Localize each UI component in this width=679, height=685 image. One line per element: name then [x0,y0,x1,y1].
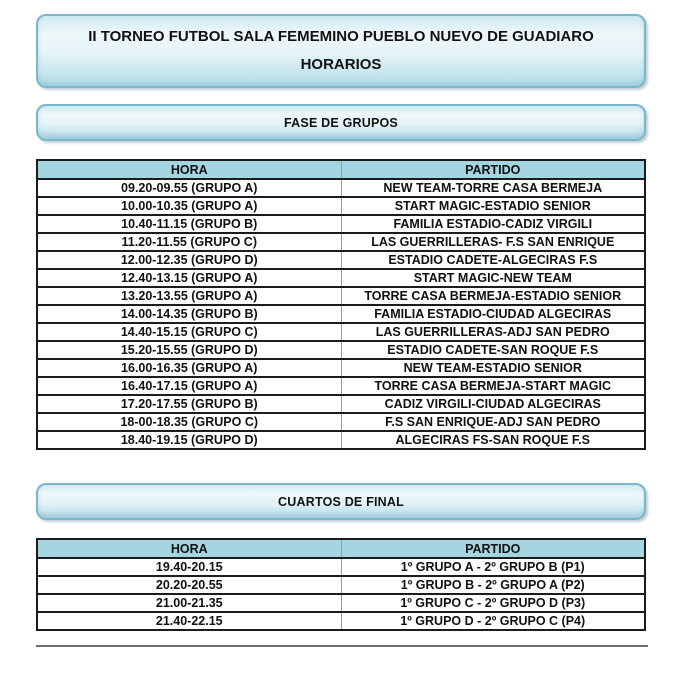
table-row [37,413,645,431]
table-row [37,341,645,359]
table-cell: 13.20-13.55 (GRUPO A) [37,287,341,305]
table-cell: 12.40-13.15 (GRUPO A) [37,269,341,287]
table-body [37,558,645,630]
table-cell: NEW TEAM-ESTADIO SENIOR [341,359,645,377]
column-header-hora: HORA [37,539,341,558]
table-cell: FAMILIA ESTADIO-CADIZ VIRGILI [341,215,645,233]
table-cell: 21.40-22.15 [37,612,341,630]
table-cell: ALGECIRAS FS-SAN ROQUE F.S [341,431,645,449]
table-row [37,558,645,576]
table-cell: 17.20-17.55 (GRUPO B) [37,395,341,413]
column-header-partido: PARTIDO [341,539,645,558]
table-cell: 1º GRUPO A - 2º GRUPO B (P1) [341,558,645,576]
column-header-hora: HORA [37,160,341,179]
table-cell: 21.00-21.35 [37,594,341,612]
table-row [37,612,645,630]
table-row [37,215,645,233]
title-banner [36,14,646,88]
table-row [37,576,645,594]
table-cell: START MAGIC-ESTADIO SENIOR [341,197,645,215]
section-banner-label: FASE DE GRUPOS [284,115,398,130]
table-cell: START MAGIC-NEW TEAM [341,269,645,287]
table-cell: ESTADIO CADETE-ALGECIRAS F.S [341,251,645,269]
column-header-partido: PARTIDO [341,160,645,179]
table-row [37,305,645,323]
table-cell: F.S SAN ENRIQUE-ADJ SAN PEDRO [341,413,645,431]
next-table-cutoff-border [36,645,648,647]
table-header-row [37,160,645,179]
table-row [37,323,645,341]
section-banner-cuartos-de-final [36,483,646,520]
table-row [37,431,645,449]
table-cell: 1º GRUPO B - 2º GRUPO A (P2) [341,576,645,594]
table-body [37,179,645,449]
section-banner-fase-de-grupos [36,104,646,141]
table-row [37,197,645,215]
table-header [37,160,645,179]
section-banner-label: CUARTOS DE FINAL [278,494,404,509]
quarterfinals-table [36,538,646,631]
table-row [37,395,645,413]
table-row [37,251,645,269]
page-content [36,14,646,647]
table-cell: NEW TEAM-TORRE CASA BERMEJA [341,179,645,197]
table-cell: 19.40-20.15 [37,558,341,576]
table-cell: ESTADIO CADETE-SAN ROQUE F.S [341,341,645,359]
table-cell: 12.00-12.35 (GRUPO D) [37,251,341,269]
table-row [37,594,645,612]
table-header [37,539,645,558]
table-cell: LAS GUERRILLERAS- F.S SAN ENRIQUE [341,233,645,251]
table-cell: 20.20-20.55 [37,576,341,594]
table-row [37,359,645,377]
table-cell: 14.40-15.15 (GRUPO C) [37,323,341,341]
table-cell: 11.20-11.55 (GRUPO C) [37,233,341,251]
table-cell: 09.20-09.55 (GRUPO A) [37,179,341,197]
group-stage-table [36,159,646,450]
table-cell: TORRE CASA BERMEJA-START MAGIC [341,377,645,395]
table-cell: 16.40-17.15 (GRUPO A) [37,377,341,395]
table-cell: 10.40-11.15 (GRUPO B) [37,215,341,233]
table-cell: 1º GRUPO C - 2º GRUPO D (P3) [341,594,645,612]
page-title-line2: HORARIOS [300,56,382,73]
table-row [37,179,645,197]
table-cell: 15.20-15.55 (GRUPO D) [37,341,341,359]
table-row [37,287,645,305]
table-cell: LAS GUERRILLERAS-ADJ SAN PEDRO [341,323,645,341]
table-cell: 10.00-10.35 (GRUPO A) [37,197,341,215]
table-cell: FAMILIA ESTADIO-CIUDAD ALGECIRAS [341,305,645,323]
table-cell: 14.00-14.35 (GRUPO B) [37,305,341,323]
table-cell: TORRE CASA BERMEJA-ESTADIO SENIOR [341,287,645,305]
table-cell: 18-00-18.35 (GRUPO C) [37,413,341,431]
table-row [37,269,645,287]
table-cell: 18.40-19.15 (GRUPO D) [37,431,341,449]
table-cell: 1º GRUPO D - 2º GRUPO C (P4) [341,612,645,630]
page-title-line1: II TORNEO FUTBOL SALA FEMEMINO PUEBLO NUEVO DE GUADIARO [88,28,594,46]
table-row [37,233,645,251]
table-cell: 16.00-16.35 (GRUPO A) [37,359,341,377]
table-header-row [37,539,645,558]
table-row [37,377,645,395]
table-cell: CADIZ VIRGILI-CIUDAD ALGECIRAS [341,395,645,413]
